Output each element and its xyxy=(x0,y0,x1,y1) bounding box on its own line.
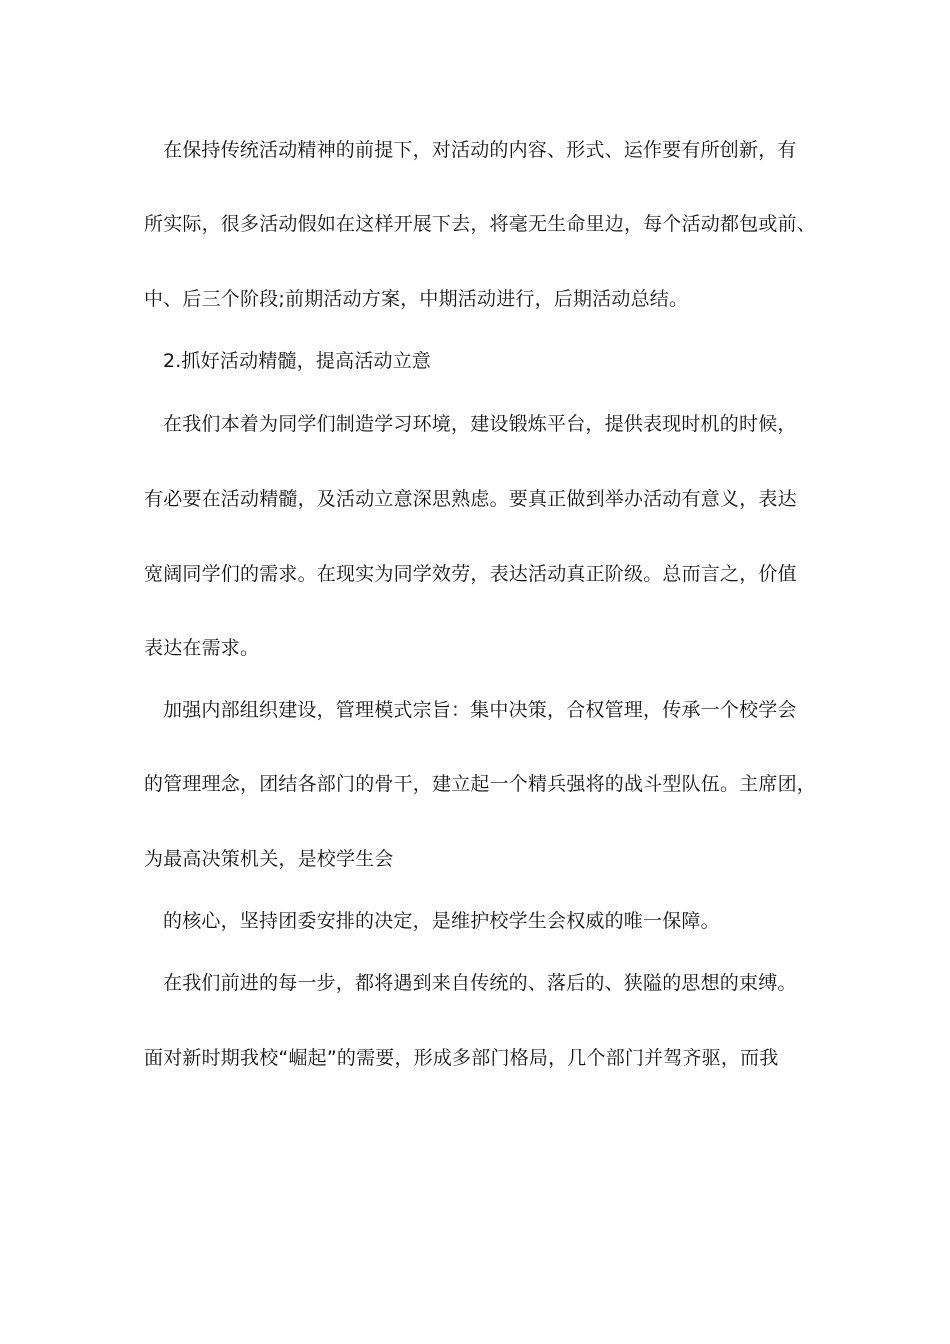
paragraph-line: 在我们前进的每一步，都将遇到来自传统的、落后的、狭隘的思想的束缚。 xyxy=(163,972,797,994)
paragraph-line: 表达在需求。 xyxy=(144,637,260,659)
paragraph-line: 在保持传统活动精神的前提下，对活动的内容、形式、运作要有所创新，有 xyxy=(163,139,797,161)
paragraph-line: 宽阔同学们的需求。在现实为同学效劳，表达活动真正阶级。总而言之，价值 xyxy=(144,563,797,585)
paragraph-line: 的管理理念，团结各部门的骨干，建立起一个精兵强将的战斗型队伍。主席团， xyxy=(144,773,817,795)
section-heading: 2.抓好活动精髓，提高活动立意 xyxy=(163,350,432,372)
paragraph-line: 加强内部组织建设，管理模式宗旨：集中决策，合权管理，传承一个校学会 xyxy=(163,699,797,721)
paragraph-line: 中、后三个阶段;前期活动方案，中期活动进行，后期活动总结。 xyxy=(144,288,689,310)
paragraph-line: 为最高决策机关，是校学生会 xyxy=(144,848,394,870)
paragraph-line: 有必要在活动精髓，及活动立意深思熟虑。要真正做到举办活动有意义，表达 xyxy=(144,488,797,510)
paragraph-line: 的核心，坚持团委安排的决定，是维护校学生会权威的唯一保障。 xyxy=(163,910,720,932)
paragraph-line: 所实际，很多活动假如在这样开展下去，将毫无生命里边，每个活动都包或前、 xyxy=(144,213,817,235)
paragraph-line: 面对新时期我校“崛起”的需要，形成多部门格局，几个部门并驾齐驱，而我 xyxy=(144,1047,779,1069)
paragraph-line: 在我们本着为同学们制造学习环境，建设锻炼平台，提供表现时机的时候， xyxy=(163,413,797,435)
